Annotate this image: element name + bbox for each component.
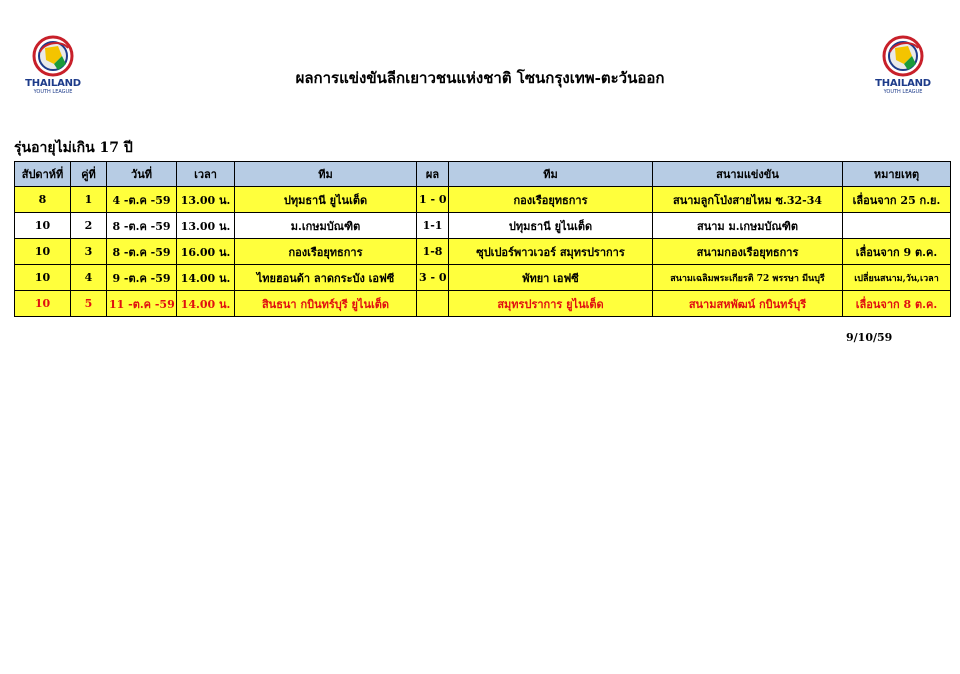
- logo-subtext: YOUTH LEAGUE: [33, 89, 73, 95]
- header-score: ผล: [417, 162, 449, 187]
- cell-date: 11 -ต.ค -59: [107, 291, 177, 317]
- header-week: สัปดาห์ที่: [15, 162, 71, 187]
- table-row: [15, 187, 951, 213]
- cell-note: เลื่อนจาก 9 ต.ค.: [843, 239, 951, 265]
- page-title: ผลการแข่งขันลีกเยาวชนแห่งชาติ โซนกรุงเทพ-ตะวันออก: [295, 69, 665, 87]
- header-away-team: ทีม: [449, 162, 653, 187]
- cell-away-team: ปทุมธานี ยูไนเต็ด: [449, 213, 653, 239]
- cell-pair: 4: [71, 265, 107, 291]
- header-pair: คู่ที่: [71, 162, 107, 187]
- header-time: เวลา: [177, 162, 235, 187]
- header-venue: สนามแข่งขัน: [653, 162, 843, 187]
- table-header-row: [15, 162, 951, 187]
- header-date: วันที่: [107, 162, 177, 187]
- cell-home-team: ปทุมธานี ยูไนเต็ด: [235, 187, 417, 213]
- cell-pair: 1: [71, 187, 107, 213]
- header-note: หมายเหตุ: [843, 162, 951, 187]
- cell-note: เลื่อนจาก 8 ต.ค.: [843, 291, 951, 317]
- cell-note: เลื่อนจาก 25 ก.ย.: [843, 187, 951, 213]
- cell-time: 13.00 น.: [177, 187, 235, 213]
- cell-week: 10: [15, 265, 71, 291]
- table-row: [15, 291, 951, 317]
- cell-week: 10: [15, 239, 71, 265]
- cell-note: [843, 213, 951, 239]
- cell-pair: 2: [71, 213, 107, 239]
- cell-pair: 3: [71, 239, 107, 265]
- cell-date: 9 -ต.ค -59: [107, 265, 177, 291]
- cell-week: 10: [15, 213, 71, 239]
- cell-home-team: สินธนา กบินทร์บุรี ยูไนเต็ด: [235, 291, 417, 317]
- cell-date: 8 -ต.ค -59: [107, 213, 177, 239]
- cell-venue: สนามเฉลิมพระเกียรติ 72 พรรษา มีนบุรี: [653, 265, 843, 291]
- cell-venue: สนามลูกโป่งสายไหม ซ.32-34: [653, 187, 843, 213]
- cell-score: 3 - 0: [417, 265, 449, 291]
- cell-date: 8 -ต.ค -59: [107, 239, 177, 265]
- cell-time: 13.00 น.: [177, 213, 235, 239]
- cell-away-team: กองเรือยุทธการ: [449, 187, 653, 213]
- cell-home-team: ไทยฮอนด้า ลาดกระบัง เอฟซี: [235, 265, 417, 291]
- cell-venue: สนามสหพัฒน์ กบินทร์บุรี: [653, 291, 843, 317]
- cell-date: 4 -ต.ค -59: [107, 187, 177, 213]
- table-row: [15, 239, 951, 265]
- cell-home-team: กองเรือยุทธการ: [235, 239, 417, 265]
- cell-pair: 5: [71, 291, 107, 317]
- cell-week: 8: [15, 187, 71, 213]
- cell-score: [417, 291, 449, 317]
- cell-time: 14.00 น.: [177, 291, 235, 317]
- logo-text: THAILAND: [25, 78, 81, 89]
- cell-time: 14.00 น.: [177, 265, 235, 291]
- logo-subtext: YOUTH LEAGUE: [883, 89, 923, 95]
- cell-week: 10: [15, 291, 71, 317]
- document-date: 9/10/59: [846, 331, 893, 344]
- table-row: [15, 213, 951, 239]
- results-table: [14, 161, 951, 317]
- age-group-title: รุ่นอายุไม่เกิน 17 ปี: [14, 140, 133, 156]
- cell-score: 1-8: [417, 239, 449, 265]
- cell-note: เปลี่ยนสนาม,วัน,เวลา: [843, 265, 951, 291]
- cell-score: 1-1: [417, 213, 449, 239]
- cell-score: 1 - 0: [417, 187, 449, 213]
- cell-away-team: สมุทรปราการ ยูไนเต็ด: [449, 291, 653, 317]
- header-home-team: ทีม: [235, 162, 417, 187]
- cell-venue: สนาม ม.เกษมบัณฑิต: [653, 213, 843, 239]
- cell-time: 16.00 น.: [177, 239, 235, 265]
- table-row: [15, 265, 951, 291]
- cell-home-team: ม.เกษมบัณฑิต: [235, 213, 417, 239]
- cell-away-team: พัทยา เอฟซี: [449, 265, 653, 291]
- logo-text: THAILAND: [875, 78, 931, 89]
- cell-away-team: ซุปเปอร์พาวเวอร์ สมุทรปราการ: [449, 239, 653, 265]
- cell-venue: สนามกองเรือยุทธการ: [653, 239, 843, 265]
